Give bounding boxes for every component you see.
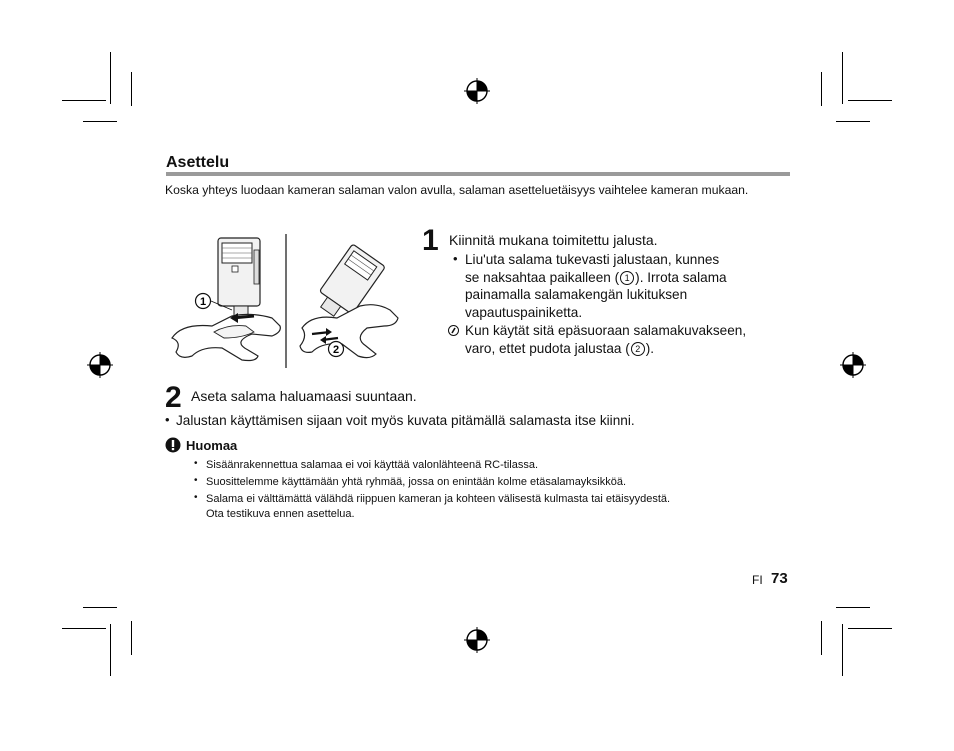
- intro-paragraph: Koska yhteys luodaan kameran salaman valon avulla, salaman asetteluetäisyys vaihtelee kameran mukaan.: [165, 183, 749, 197]
- caution-line2: varo, ettet pudota jalustaa ( 2 ).: [465, 340, 655, 356]
- circled-ref-2: 2: [631, 342, 645, 356]
- step-1-bullet: [453, 251, 793, 321]
- step-1-bullet-line3: painamalla salamakengän lukituksen: [465, 287, 688, 302]
- note-item: • Salama ei välttämättä välähdä riippuen kameran ja kohteen välisestä kulmasta tai etäisyydestä. Ota testikuva ennen asettelua.: [194, 492, 794, 522]
- step-1-text: Kiinnitä mukana toimitettu jalusta.: [449, 232, 658, 248]
- step-2-number: 2: [165, 381, 182, 414]
- circled-ref-1: 1: [620, 271, 634, 285]
- step-1-bullet-line2: se naksahtaa paikalleen ( 1 ). Irrota salama: [465, 269, 727, 285]
- notes-list: [194, 458, 794, 522]
- step-2-bullet-text: Jalustan käyttämisen sijaan voit myös kuvata pitämällä salamasta itse kiinni.: [176, 413, 635, 428]
- step-1-bullet-line1: Liu'uta salama tukevasti jalustaan, kunnes: [465, 252, 720, 267]
- step-2-text: Aseta salama haluamaasi suuntaan.: [191, 388, 417, 404]
- step-2-bullet: [165, 412, 795, 430]
- exclamation-icon: [165, 437, 181, 453]
- bullet-dot: •: [453, 251, 458, 266]
- footer-language: FI: [752, 573, 763, 587]
- bullet-dot: •: [165, 412, 170, 427]
- note-item: • Suosittelemme käyttämään yhtä ryhmää, jossa on enintään kolme etäsalamayksikköä.: [194, 475, 627, 488]
- registration-mark-icon: [840, 352, 866, 378]
- step-1-caution: [448, 322, 793, 357]
- registration-mark-icon: [464, 627, 490, 653]
- caution-line1: Kun käytät sitä epäsuoraan salamakuvakseen,: [465, 323, 747, 338]
- flash-stand-drawing: [162, 228, 412, 370]
- section-title: Asettelu: [166, 154, 230, 171]
- notes-title: Huomaa: [186, 438, 238, 453]
- caution-icon: [448, 325, 459, 336]
- step-1-number: 1: [422, 224, 439, 257]
- step-1-bullet-line4: vapautuspainiketta.: [465, 304, 583, 320]
- flash-stand-illustration: [162, 228, 412, 370]
- callout-1: 1: [199, 296, 207, 308]
- note-item: • Sisäänrakennettua salamaa ei voi käyttää valonlähteenä RC-tilassa.: [194, 458, 539, 471]
- registration-mark-icon: [464, 78, 490, 104]
- registration-mark-icon: [87, 352, 113, 378]
- note-item-continuation: Ota testikuva ennen asettelua.: [206, 508, 355, 520]
- section-divider: [166, 172, 790, 176]
- callout-2: 2: [332, 344, 340, 356]
- page-number: 73: [771, 570, 788, 587]
